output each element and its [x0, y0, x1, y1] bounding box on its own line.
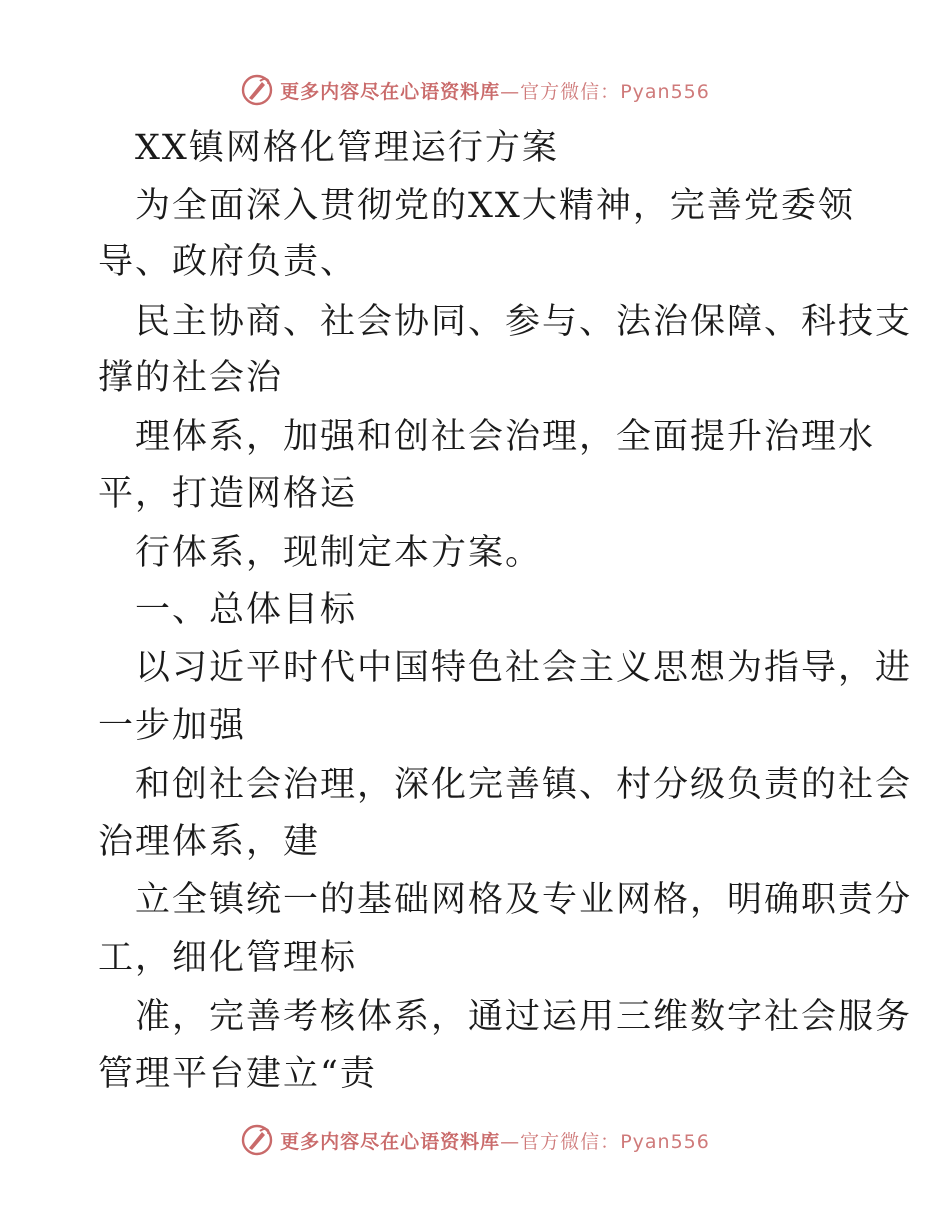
watermark-wechat-label: 官方微信： — [520, 1130, 621, 1153]
watermark-account: Pyan556 — [620, 80, 710, 103]
document-line: 立全镇统一的基础网格及专业网格，明确职责分 — [135, 880, 913, 920]
watermark-dash: — — [500, 80, 521, 103]
watermark-account: Pyan556 — [620, 1130, 710, 1153]
document-line: 导、政府负责、 — [98, 242, 358, 282]
quill-pen-logo-icon — [240, 1123, 274, 1157]
document-line: 理体系，加强和创社会治理，全面提升治理水 — [135, 417, 876, 457]
watermark-banner-top — [0, 70, 950, 110]
section-heading: 一、总体目标 — [135, 590, 358, 630]
document-line: 以习近平时代中国特色社会主义思想为指导，进 — [135, 648, 913, 688]
watermark-site-text: 更多内容尽在心语资料库 — [280, 1130, 501, 1153]
document-line: 治理体系，建 — [98, 822, 321, 862]
watermark-dash: — — [500, 1130, 521, 1153]
document-title: XX镇网格化管理运行方案 — [135, 128, 559, 168]
document-line: 管理平台建立“责 — [98, 1054, 377, 1094]
document-line: 和创社会治理，深化完善镇、村分级负责的社会 — [135, 765, 913, 805]
quill-pen-logo-icon — [240, 73, 274, 107]
document-line: 行体系，现制定本方案。 — [135, 533, 543, 573]
document-line: 平，打造网格运 — [98, 474, 358, 514]
document-line: 为全面深入贯彻党的XX大精神，完善党委领 — [135, 186, 855, 226]
document-line: 工，细化管理标 — [98, 938, 358, 978]
watermark-site-text: 更多内容尽在心语资料库 — [280, 80, 501, 103]
watermark-banner-bottom — [0, 1120, 950, 1160]
document-line: 民主协商、社会协同、参与、法治保障、科技支 — [135, 302, 913, 342]
document-line: 准，完善考核体系，通过运用三维数字社会服务 — [135, 997, 913, 1037]
watermark-wechat-label: 官方微信： — [520, 80, 621, 103]
document-line: 一步加强 — [98, 706, 247, 746]
document-line: 撑的社会治 — [98, 358, 284, 398]
